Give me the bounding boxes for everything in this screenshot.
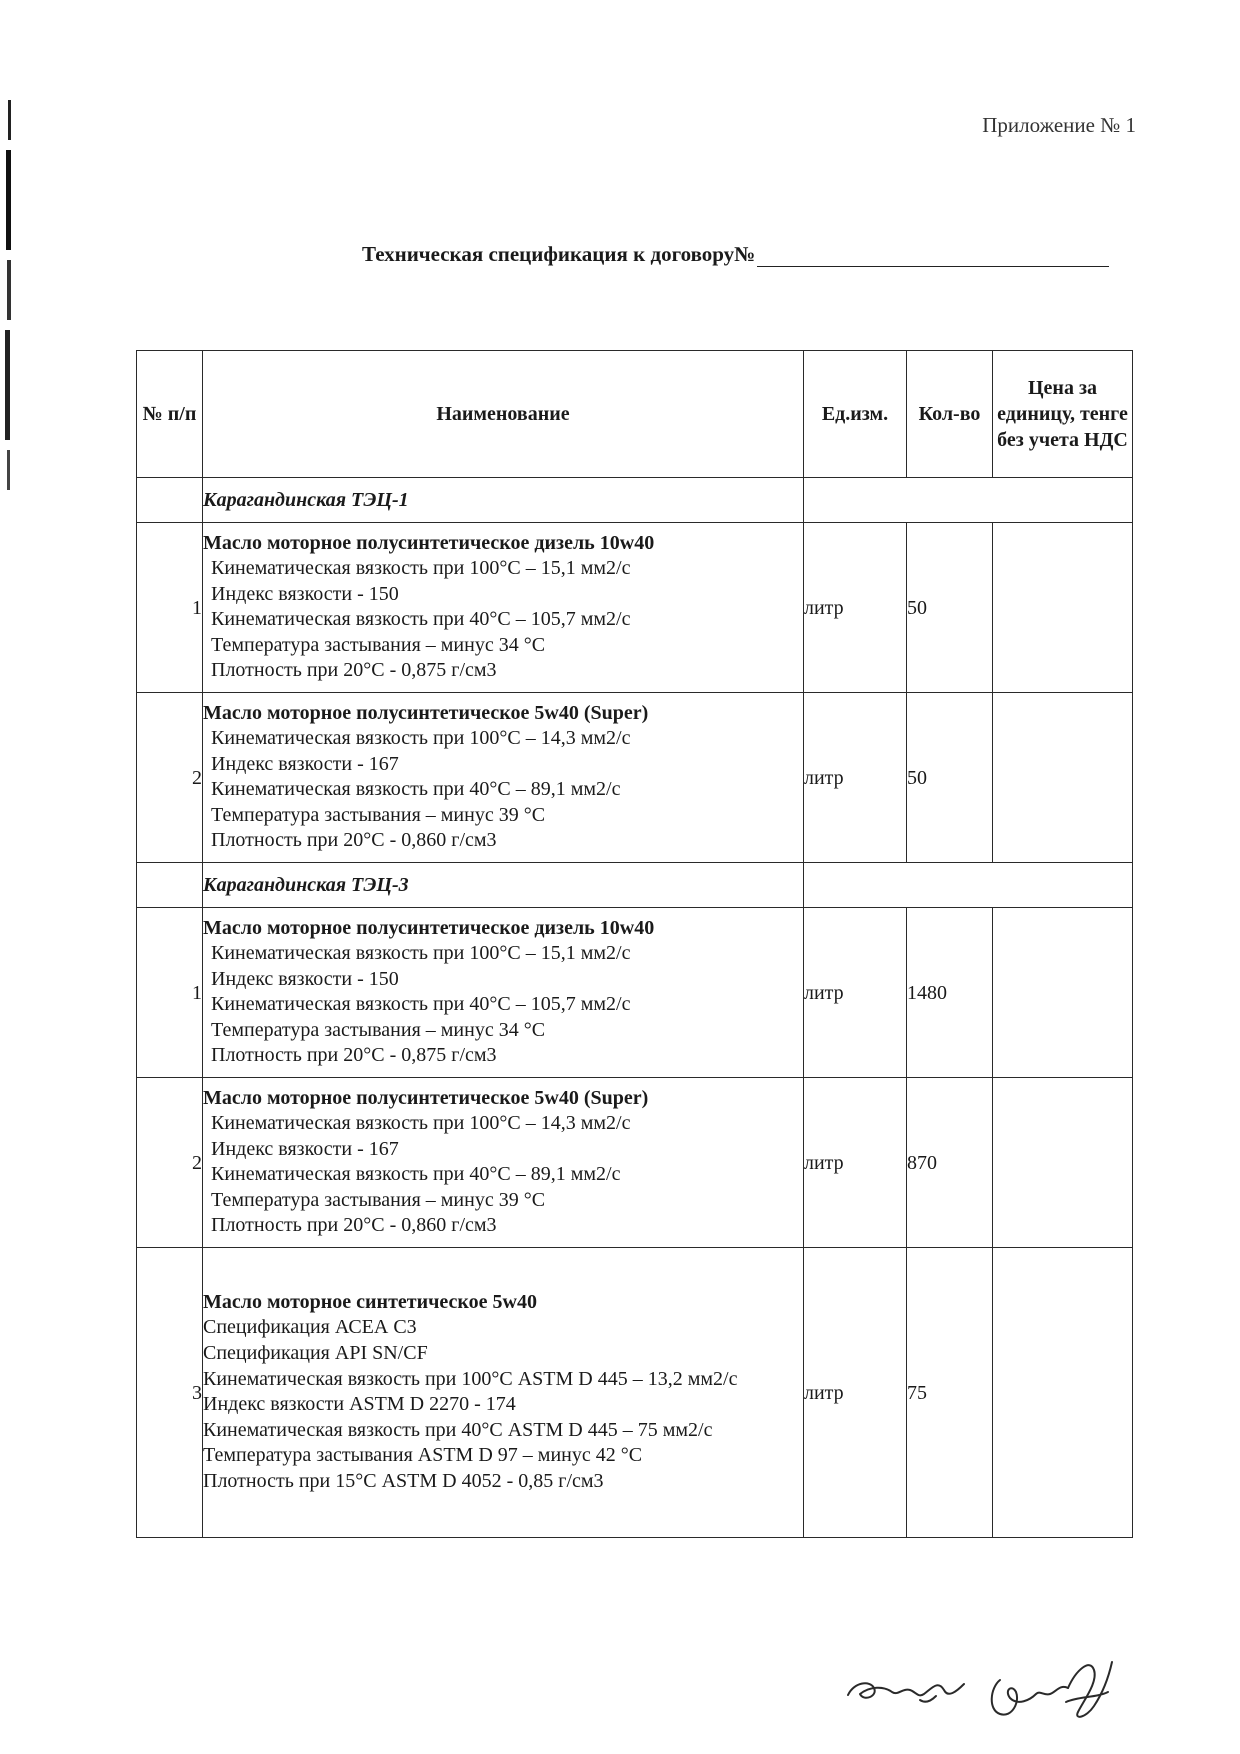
section-name: Карагандинская ТЭЦ-3 (203, 863, 804, 908)
price-cell (993, 908, 1133, 1078)
quantity-cell: 75 (907, 1248, 993, 1538)
unit-cell: литр (804, 908, 907, 1078)
price-cell (993, 523, 1133, 693)
item-spec-line: Кинематическая вязкость при 100°С – 14,3 мм2/с (211, 1112, 631, 1135)
item-spec-line: Плотность при 20°С - 0,875 г/см3 (211, 659, 497, 682)
table-header-row (137, 351, 1133, 478)
column-header-qty: Кол-во (907, 351, 993, 478)
item-name: Масло моторное полусинтетическое дизель 10w40 (203, 532, 655, 555)
table-row (137, 693, 1133, 863)
item-cell (203, 908, 804, 1078)
item-spec-line: Плотность при 20°С - 0,860 г/см3 (211, 829, 497, 852)
section-row (137, 863, 1133, 908)
item-spec-line: Температура застывания – минус 34 °С (211, 633, 546, 656)
section-blank-cell (804, 478, 1133, 523)
item-name: Масло моторное полусинтетическое 5w40 (Super) (203, 1087, 649, 1110)
item-spec-line: Спецификация API SN/CF (203, 1342, 428, 1365)
section-num-cell (137, 863, 203, 908)
item-spec-line: Кинематическая вязкость при 40°С ASTM D 445 – 75 мм2/с (203, 1418, 713, 1441)
item-spec-line: Кинематическая вязкость при 40°С – 105,7 мм2/с (211, 993, 631, 1016)
item-spec-line: Кинематическая вязкость при 100°С – 15,1 мм2/с (211, 942, 631, 965)
quantity-cell: 50 (907, 523, 993, 693)
item-spec-line: Плотность при 20°С - 0,875 г/см3 (211, 1044, 497, 1067)
section-row (137, 478, 1133, 523)
row-number: 2 (137, 1078, 203, 1248)
unit-cell: литр (804, 1078, 907, 1248)
item-spec-line: Индекс вязкости - 167 (211, 752, 399, 775)
row-number: 2 (137, 693, 203, 863)
item-spec-line: Плотность при 15°С ASTM D 4052 - 0,85 г/см3 (203, 1469, 604, 1492)
table-row (137, 908, 1133, 1078)
item-spec-line: Индекс вязкости - 150 (211, 967, 399, 990)
item-spec-line: Кинематическая вязкость при 40°С – 89,1 мм2/с (211, 778, 621, 801)
item-spec-line: Кинематическая вязкость при 100°С – 14,3 мм2/с (211, 727, 631, 750)
column-header-num: № п/п (137, 351, 203, 478)
quantity-cell: 50 (907, 693, 993, 863)
document-title (362, 242, 1109, 267)
item-spec-line: Кинематическая вязкость при 100°С – 15,1 мм2/с (211, 557, 631, 580)
item-spec-line: Индекс вязкости - 167 (211, 1137, 399, 1160)
price-cell (993, 1248, 1133, 1538)
unit-cell: литр (804, 693, 907, 863)
item-spec-line: Индекс вязкости ASTM D 2270 - 174 (203, 1393, 516, 1416)
item-spec-line: Спецификация АСЕА С3 (203, 1316, 417, 1339)
item-name: Масло моторное синтетическое 5w40 (203, 1291, 537, 1314)
unit-cell: литр (804, 1248, 907, 1538)
section-num-cell (137, 478, 203, 523)
unit-cell: литр (804, 523, 907, 693)
appendix-label: Приложение № 1 (982, 113, 1136, 137)
row-number: 3 (137, 1248, 203, 1538)
item-spec-line: Температура застывания – минус 39 °С (211, 803, 546, 826)
column-header-unit: Ед.изм. (804, 351, 907, 478)
item-cell (203, 693, 804, 863)
price-cell (993, 693, 1133, 863)
table-row (137, 1248, 1133, 1538)
row-number: 1 (137, 523, 203, 693)
section-name: Карагандинская ТЭЦ-1 (203, 478, 804, 523)
item-spec-line: Температура застывания – минус 39 °С (211, 1188, 546, 1211)
item-cell (203, 1248, 804, 1538)
item-spec-line: Температура застывания – минус 34 °С (211, 1018, 546, 1041)
table-row (137, 1078, 1133, 1248)
table-row (137, 523, 1133, 693)
contract-number-blank (757, 246, 1109, 267)
item-spec-line: Плотность при 20°С - 0,860 г/см3 (211, 1214, 497, 1237)
item-cell (203, 523, 804, 693)
item-name: Масло моторное полусинтетическое дизель 10w40 (203, 917, 655, 940)
item-spec-line: Кинематическая вязкость при 40°С – 89,1 мм2/с (211, 1163, 621, 1186)
quantity-cell: 1480 (907, 908, 993, 1078)
item-spec-line: Кинематическая вязкость при 100°С ASTM D 445 – 13,2 мм2/с (203, 1367, 738, 1390)
row-number: 1 (137, 908, 203, 1078)
item-cell (203, 1078, 804, 1248)
item-name: Масло моторное полусинтетическое 5w40 (Super) (203, 702, 649, 725)
item-spec-line: Кинематическая вязкость при 40°С – 105,7 мм2/с (211, 608, 631, 631)
table-body (137, 478, 1133, 1538)
quantity-cell: 870 (907, 1078, 993, 1248)
specification-table (136, 350, 1133, 1538)
price-cell (993, 1078, 1133, 1248)
signature-image (840, 1640, 1120, 1730)
document-title-text: Техническая спецификация к договору№ (362, 242, 756, 266)
scan-edge-marks (0, 90, 14, 510)
section-blank-cell (804, 863, 1133, 908)
column-header-name: Наименование (203, 351, 804, 478)
column-header-price: Цена за единицу, тенге без учета НДС (993, 351, 1133, 478)
item-spec-line: Температура застывания ASTM D 97 – минус 42 °С (203, 1444, 643, 1467)
item-spec-line: Индекс вязкости - 150 (211, 582, 399, 605)
